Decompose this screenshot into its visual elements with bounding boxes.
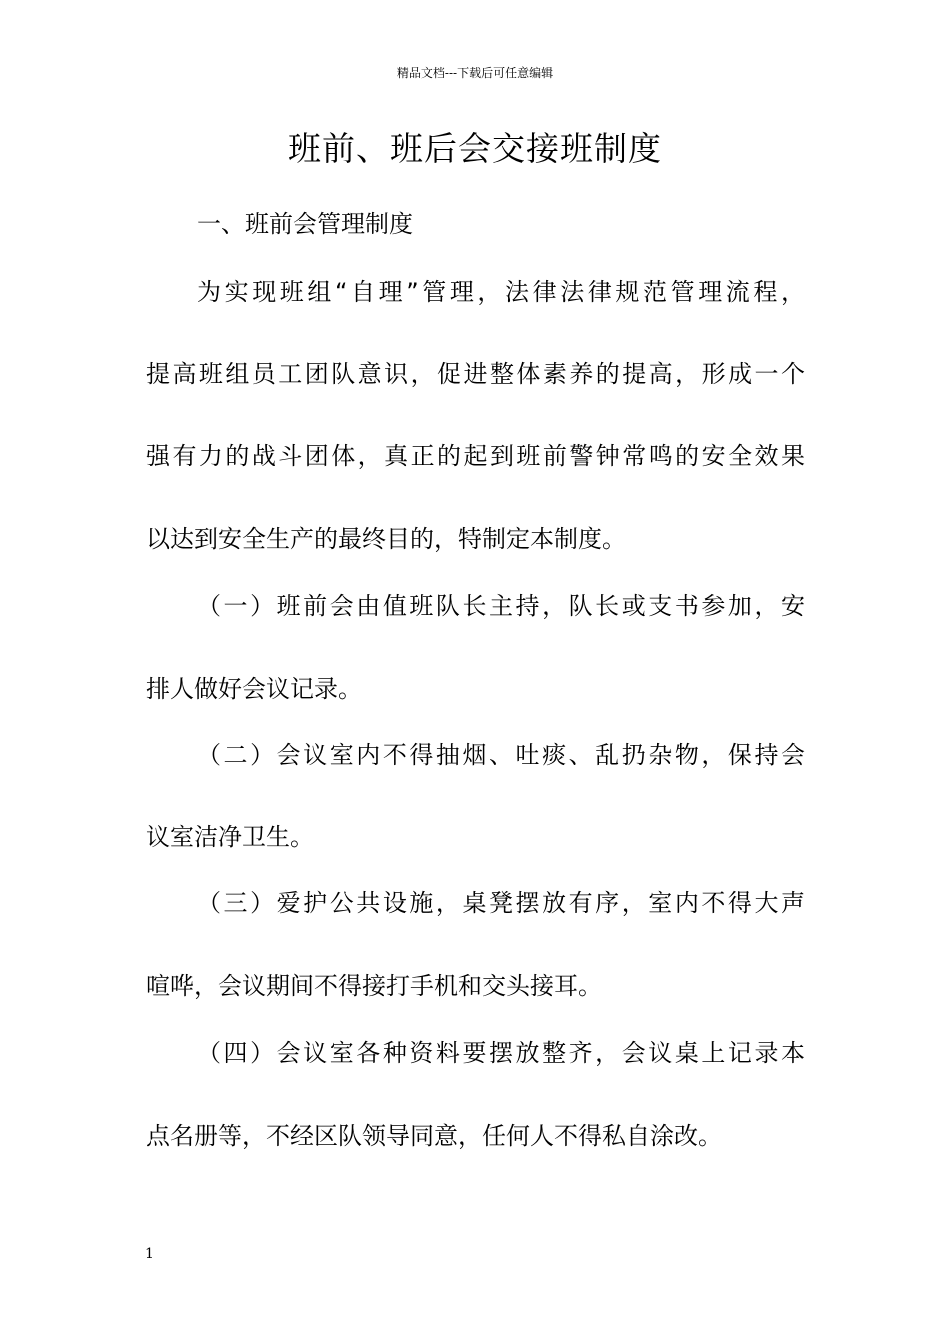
paragraph-line: 议室洁净卫生。 [146,823,314,851]
paragraph-line: 点名册等，不经区队领导同意，任何人不得私自涂改。 [146,1122,722,1150]
paragraph-line: 排人做好会议记录。 [146,675,362,703]
paragraph-line: （四）会议室各种资料要摆放整齐，会议桌上记录本 [197,1039,805,1067]
paragraph-line: 强有力的战斗团体，真正的起到班前警钟常鸣的安全效果 [146,442,805,470]
page-number: 1 [145,1246,154,1262]
paragraph-line: （三）爱护公共设施，桌凳摆放有序，室内不得大声 [197,889,805,917]
paragraph-line: （二）会议室内不得抽烟、吐痰、乱扔杂物，保持会 [197,741,805,769]
paragraph-line: 喧哗，会议期间不得接打手机和交头接耳。 [146,972,602,1000]
paragraph-line: 以达到安全生产的最终目的，特制定本制度。 [146,525,626,553]
paragraph-line: 提高班组员工团队意识，促进整体素养的提高，形成一个 [146,360,805,388]
document-title: 班前、班后会交接班制度 [288,129,662,168]
paragraph-line: 为实现班组“自理”管理，法律法律规范管理流程， [197,278,805,306]
header-note: 精品文档---下载后可任意编辑 [396,66,554,80]
section-heading: 一、班前会管理制度 [197,210,413,238]
paragraph-line: （一）班前会由值班队长主持，队长或支书参加，安 [197,592,805,620]
